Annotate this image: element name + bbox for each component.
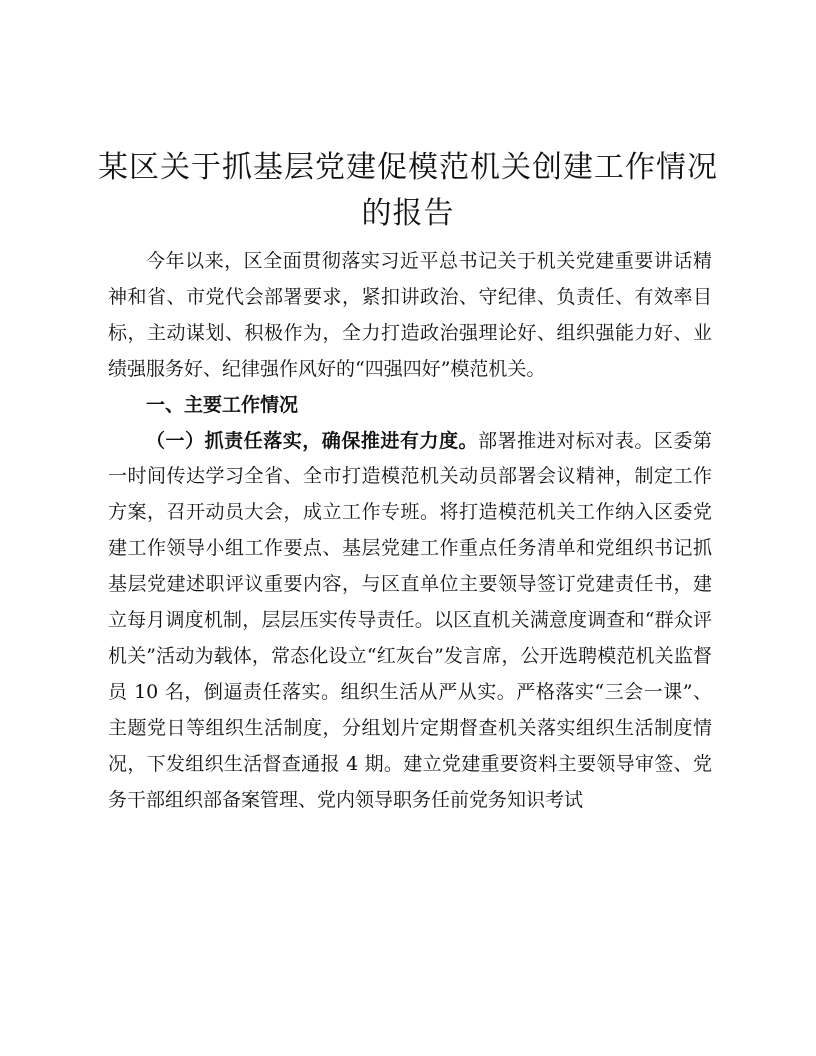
subsection-heading: （一）抓责任落实，确保推进有力度。 — [146, 429, 479, 452]
subsection-paragraph — [108, 424, 712, 819]
document-title — [60, 145, 756, 237]
document-body — [108, 244, 712, 819]
intro-paragraph: 今年以来，区全面贯彻落实习近平总书记关于机关党建重要讲话精神和省、市党代会部署要求，紧扣讲政治、守纪律、负责任、有效率目标，主动谋划、积极作为，全力打造政治强理论好、组织强能力好、业绩强服务好、纪律强作风好的“四强四好”模范机关。 — [108, 250, 712, 380]
section-heading: 一、主要工作情况 — [146, 393, 299, 416]
title-line-2: 的报告 — [361, 196, 455, 231]
title-line-1: 某区关于抓基层党建促模范机关创建工作情况 — [98, 150, 718, 185]
subsection-body: 部署推进对标对表。区委第一时间传达学习全省、全市打造模范机关动员部署会议精神，制定工作方案，召开动员大会，成立工作专班。将打造模范机关工作纳入区委党建工作领导小组工作要点、基层党建工作重点任务清单和党组织书记抓基层党建述职评议重要内容，与区直单位主要领导签订党建责任书，建立每月调度机制，层层压实传导责任。以区直机关满意度调查和“群众评机关”活动为载体，常态化设立“红灰台”发言席，公开选聘模范机关监督员 10 名，倒逼责任落实。组织生活从严从实。严格落实“三会一课”、主题党日等组织生活制度，分组划片定期督查机关落实组织生活制度情况，下发组织生活督查通报 4 期。建立党建重要资料主要领导审签、党务干部组织部备案管理、党内领导职务任前党务知识考试 — [108, 429, 712, 811]
